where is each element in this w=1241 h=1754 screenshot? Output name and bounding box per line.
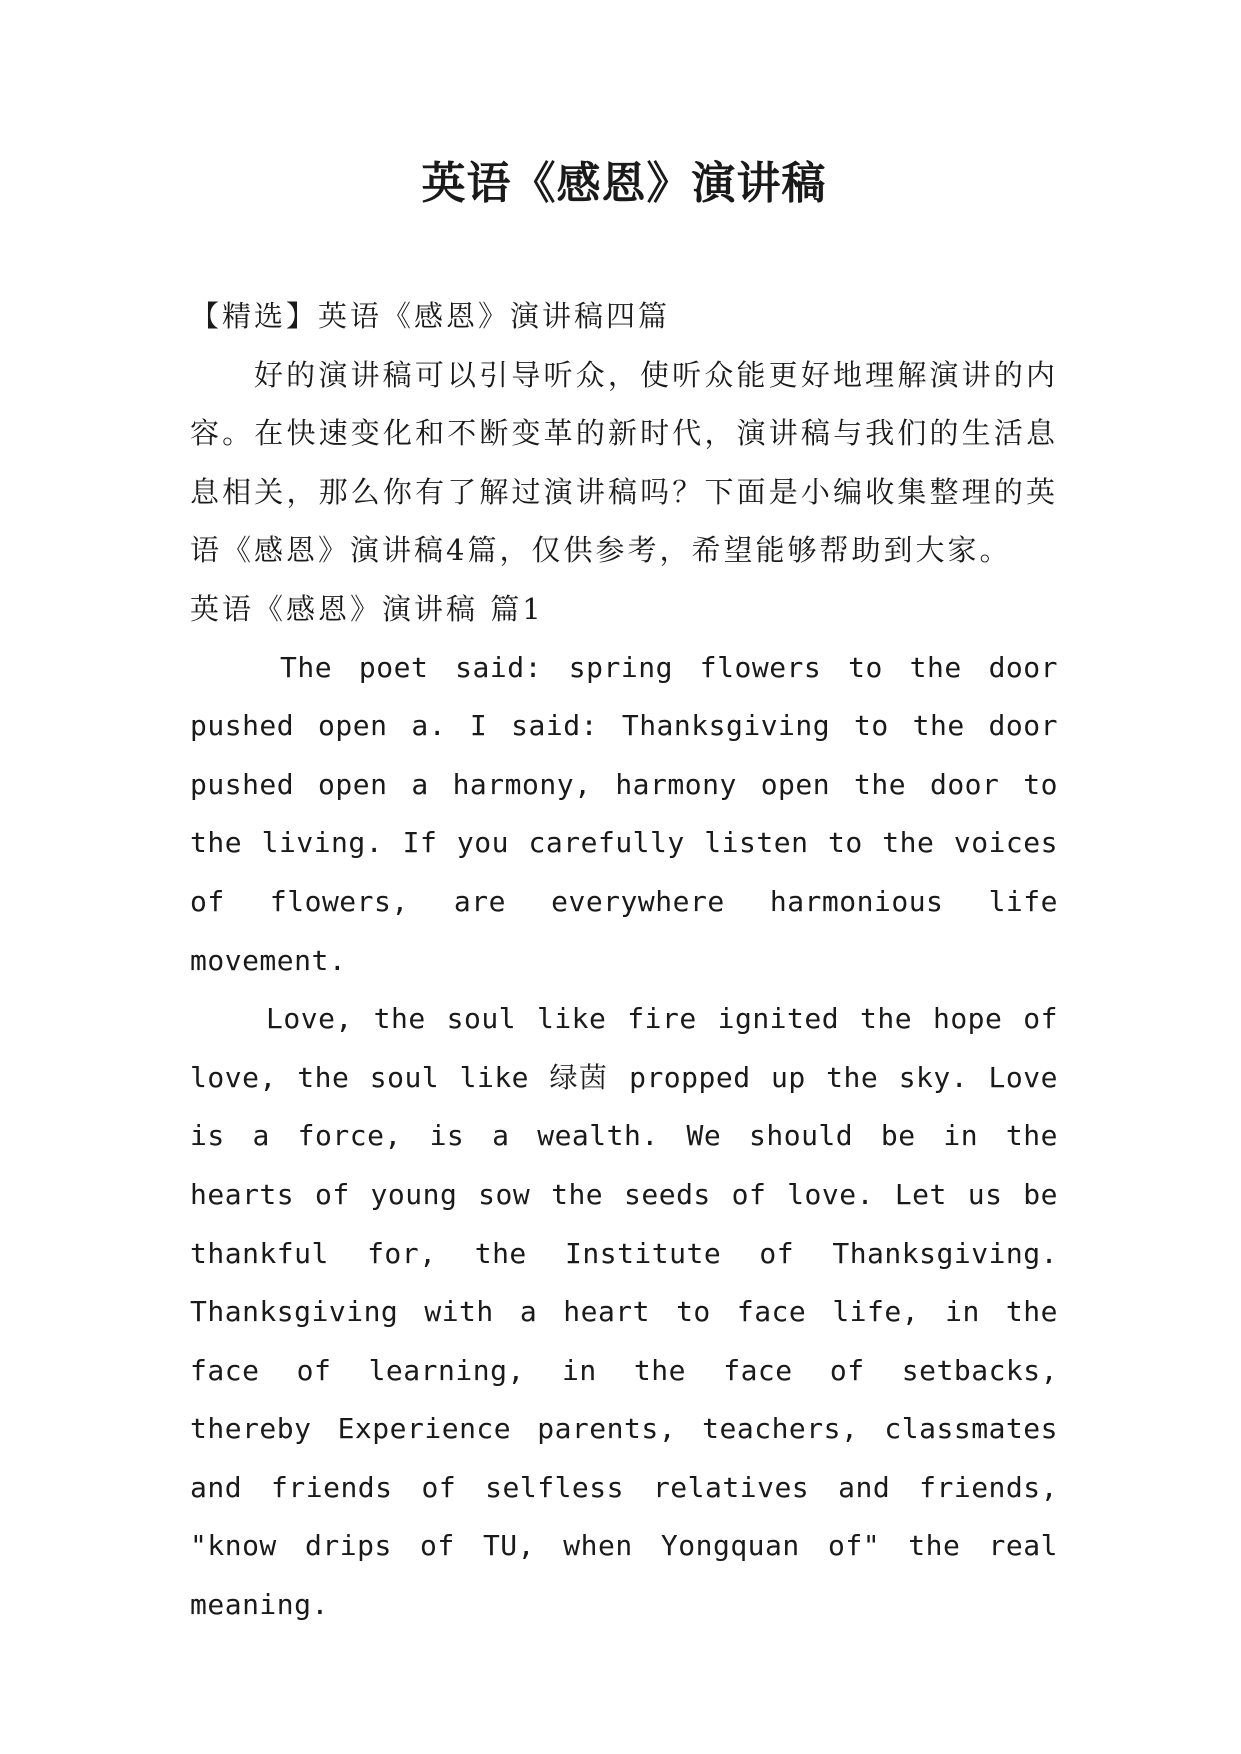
body-paragraph: Love, the soul like fire ignited the hope of love, the soul like 绿茵 propped up the sky. Love is a force, is a wealth. We should be in the hearts of young sow the seeds of love. Let us be thankful for, the Institute of Thanksgiving. Thanksgiving with a heart to face life, in the face of learning, in the face of setbacks, thereby Experience parents, teachers, classmates and friends of selfless relatives and friends, "know drips of TU, when Yongquan of" the real meaning. bbox=[190, 1002, 1058, 1622]
document-subtitle: 【精选】英语《感恩》演讲稿四篇 bbox=[190, 299, 671, 333]
intro-paragraph: 好的演讲稿可以引导听众，使听众能更好地理解演讲的内容。在快速变化和不断变革的新时代，演讲稿与我们的生活息息相关，那么你有了解过演讲稿吗？下面是小编收集整理的英语《感恩》演讲稿4篇，仅供参考，希望能够帮助到大家。 bbox=[190, 357, 1058, 568]
section-heading: 英语《感恩》演讲稿 篇1 bbox=[190, 591, 544, 626]
document-title: 英语《感恩》演讲稿 bbox=[421, 158, 827, 209]
document-body bbox=[190, 287, 1058, 1635]
body-paragraph: The poet said: spring flowers to the door pushed open a. I said: Thanksgiving to the door pushed open a harmony, harmony open the door to the living. If you carefully listen to the voices of flowers, are everywhere harmonious life movement. bbox=[190, 650, 1058, 977]
